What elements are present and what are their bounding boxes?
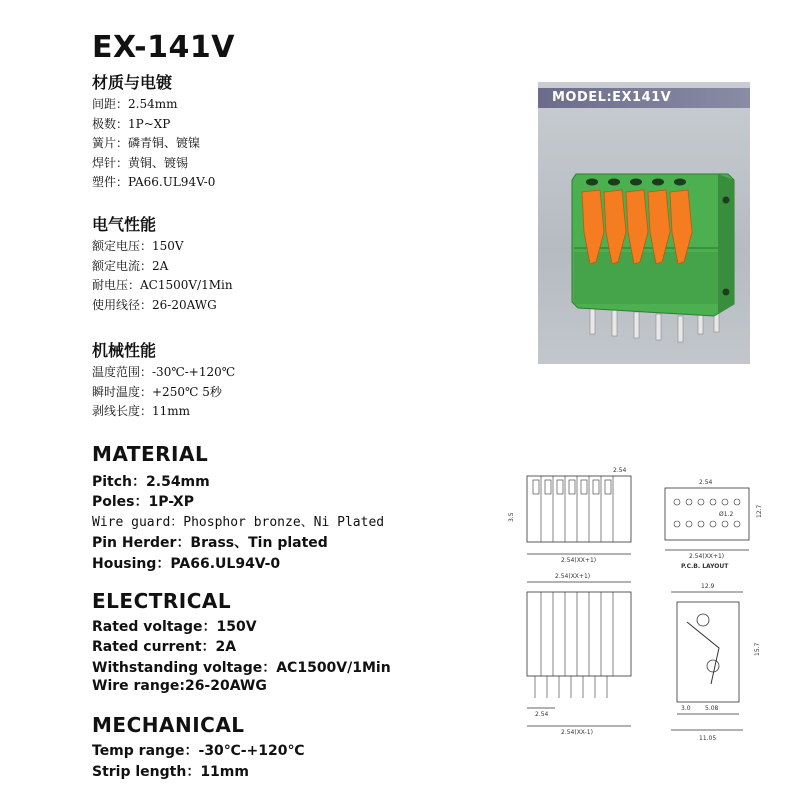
en-electrical-line: Wire range:26-20AWG [92,678,267,694]
cn-material-line: 塑件：PA66.UL94V-0 [92,175,216,189]
dimension-drawing [505,452,775,772]
technical-drawing [505,452,775,772]
en-mechanical-line: Temp range：-30℃-+120℃ [92,743,305,759]
en-material-line: Wire guard：Phosphor bronze、Ni Plated [92,515,385,530]
en-mechanical-line: Strip length：11mm [92,764,249,780]
dim-label: 2.54(XX+1) [561,557,597,564]
product-photo [538,82,750,364]
dim-label: 2.54 [535,711,549,718]
cn-material-heading: 材质与电镀 [92,73,173,92]
en-material-heading: MATERIAL [92,442,209,466]
page-title: EX-141V [92,30,235,65]
en-electrical-heading: ELECTRICAL [92,589,232,613]
cn-electrical-line: 额定电流：2A [92,258,169,273]
dim-label: Ø1.2 [719,511,734,518]
dim-label: 11.05 [699,735,717,742]
cn-electrical-line: 额定电压：150V [92,239,184,253]
dim-label: 2.54 [613,467,627,474]
en-material-line: Pin Herder：Brass、Tin plated [92,535,328,551]
dim-label: 3.0 [681,705,691,712]
dim-label: 2.54(XX+1) [555,573,591,580]
cn-electrical-line: 耐电压：AC1500V/1Min [92,278,233,292]
en-electrical-line: Rated current：2A [92,639,237,655]
cn-electrical-section [92,214,233,315]
en-material-line: Pitch：2.54mm [92,474,210,490]
dim-label: 5.08 [705,705,719,712]
cn-material-line: 间距：2.54mm [92,97,178,111]
cn-mechanical-line: 温度范围：-30℃-+120℃ [92,365,236,379]
connector-illustration [538,82,750,364]
dim-label: 2.54 [699,479,713,486]
dim-label: 12.7 [756,504,763,518]
cn-material-line: 焊针：黄铜、镀锡 [92,155,189,170]
cn-mechanical-section [92,340,235,422]
dim-label: 2.54(XX+1) [689,553,725,560]
cn-material-line: 极数：1P~XP [92,116,171,131]
en-electrical-line: Rated voltage：150V [92,619,257,635]
dim-label: 3.5 [508,512,515,522]
model-label: MODEL:EX141V [538,88,750,108]
dim-label: 2.54(XX-1) [561,729,593,736]
cn-electrical-line: 使用线径：26-20AWG [92,297,217,312]
cn-material-line: 簧片：磷青铜、镀镍 [92,136,201,150]
en-mechanical-heading: MECHANICAL [92,713,245,737]
pcb-layout-label: P.C.B. LAYOUT [681,563,729,570]
cn-mechanical-heading: 机械性能 [92,341,157,360]
cn-mechanical-line: 剥线长度：11mm [92,404,191,418]
cn-material-section [92,72,215,193]
en-electrical-line: Withstanding voltage：AC1500V/1Min [92,660,391,676]
cn-electrical-heading: 电气性能 [92,215,157,234]
dim-label: 15.7 [754,642,761,656]
cn-mechanical-line: 瞬时温度：+250℃ 5秒 [92,384,222,399]
dim-label: 12.9 [701,583,715,590]
en-material-line: Poles：1P-XP [92,494,194,510]
en-material-line: Housing：PA66.UL94V-0 [92,556,281,572]
